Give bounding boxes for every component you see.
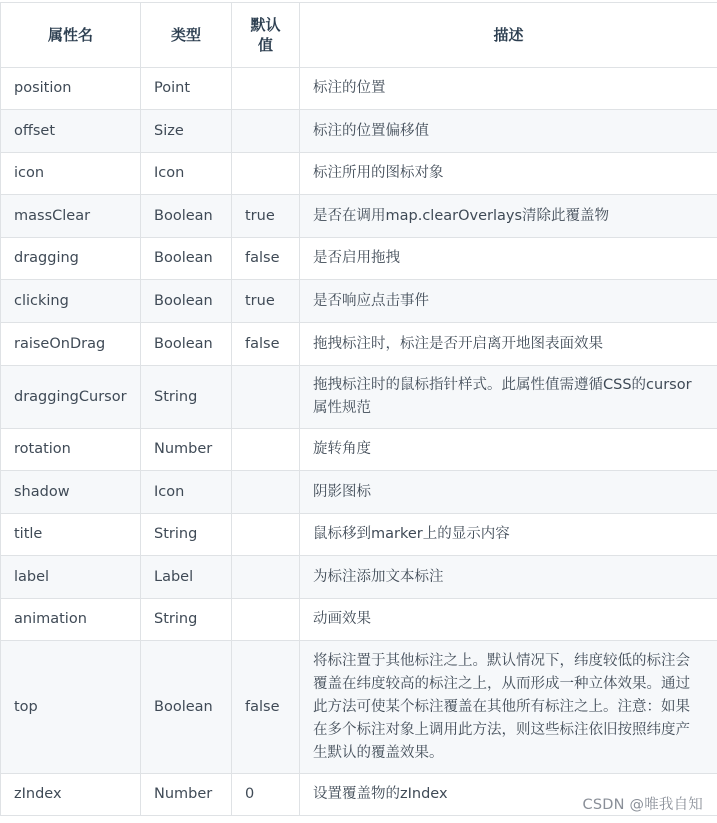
cell-default: false [232, 641, 300, 774]
cell-description: 阴影图标 [300, 471, 717, 514]
cell-default [232, 68, 300, 110]
cell-name: icon [1, 153, 141, 195]
cell-name: animation [1, 599, 141, 641]
cell-description: 为标注添加文本标注 [300, 556, 717, 599]
table-row [1, 556, 717, 599]
cell-type: Point [141, 68, 232, 110]
cell-default [232, 110, 300, 153]
cell-default [232, 599, 300, 641]
cell-name: raiseOnDrag [1, 323, 141, 366]
cell-name: zIndex [1, 774, 141, 816]
header-type: 类型 [141, 3, 232, 68]
cell-default: true [232, 195, 300, 238]
cell-default [232, 153, 300, 195]
cell-default [232, 471, 300, 514]
table-row [1, 195, 717, 238]
table-row [1, 366, 717, 429]
cell-name: clicking [1, 280, 141, 323]
cell-description: 动画效果 [300, 599, 717, 641]
cell-name: rotation [1, 429, 141, 471]
cell-type: Number [141, 774, 232, 816]
table-row [1, 514, 717, 556]
cell-type: String [141, 599, 232, 641]
cell-name: label [1, 556, 141, 599]
cell-default: 0 [232, 774, 300, 816]
cell-type: Label [141, 556, 232, 599]
cell-type: String [141, 366, 232, 429]
cell-description: 标注所用的图标对象 [300, 153, 717, 195]
cell-type: Number [141, 429, 232, 471]
cell-type: Boolean [141, 195, 232, 238]
cell-description: 将标注置于其他标注之上。默认情况下，纬度较低的标注会覆盖在纬度较高的标注之上，从而形成一种立体效果。通过此方法可使某个标注覆盖在其他所有标注之上。注意：如果在多个标注对象上调用此方法，则这些标注依旧按照纬度产生默认的覆盖效果。 [300, 641, 717, 774]
cell-description: 标注的位置 [300, 68, 717, 110]
cell-description: 拖拽标注时的鼠标指针样式。此属性值需遵循CSS的cursor属性规范 [300, 366, 717, 429]
cell-type: Boolean [141, 280, 232, 323]
cell-type: Boolean [141, 323, 232, 366]
table-row [1, 323, 717, 366]
cell-name: top [1, 641, 141, 774]
table-row [1, 238, 717, 280]
cell-name: shadow [1, 471, 141, 514]
table-row [1, 641, 717, 774]
cell-type: Size [141, 110, 232, 153]
cell-type: Boolean [141, 238, 232, 280]
cell-description: 鼠标移到marker上的显示内容 [300, 514, 717, 556]
table-row [1, 471, 717, 514]
cell-default: false [232, 238, 300, 280]
cell-type: String [141, 514, 232, 556]
cell-name: draggingCursor [1, 366, 141, 429]
csdn-watermark: CSDN @唯我自知 [582, 797, 703, 813]
cell-name: offset [1, 110, 141, 153]
cell-description: 是否在调用map.clearOverlays清除此覆盖物 [300, 195, 717, 238]
table-body [1, 68, 717, 816]
table-row [1, 280, 717, 323]
cell-name: dragging [1, 238, 141, 280]
cell-description: 是否响应点击事件 [300, 280, 717, 323]
cell-type: Icon [141, 471, 232, 514]
cell-default [232, 556, 300, 599]
cell-name: position [1, 68, 141, 110]
cell-name: title [1, 514, 141, 556]
header-name: 属性名 [1, 3, 141, 68]
table-row [1, 429, 717, 471]
table-row [1, 68, 717, 110]
cell-default: false [232, 323, 300, 366]
cell-description: 标注的位置偏移值 [300, 110, 717, 153]
cell-description: 是否启用拖拽 [300, 238, 717, 280]
cell-default: true [232, 280, 300, 323]
table-row [1, 110, 717, 153]
cell-type: Boolean [141, 641, 232, 774]
header-description: 描述 [300, 3, 717, 68]
cell-default [232, 514, 300, 556]
cell-description: 旋转角度 [300, 429, 717, 471]
table-row [1, 153, 717, 195]
marker-options-table [0, 2, 717, 816]
cell-description: 设置覆盖物的zIndex [300, 774, 717, 816]
cell-name: massClear [1, 195, 141, 238]
table-row [1, 599, 717, 641]
header-default: 默认值 [232, 3, 300, 68]
cell-type: Icon [141, 153, 232, 195]
table-header-row [1, 3, 717, 68]
cell-default [232, 366, 300, 429]
cell-default [232, 429, 300, 471]
cell-description: 拖拽标注时，标注是否开启离开地图表面效果 [300, 323, 717, 366]
